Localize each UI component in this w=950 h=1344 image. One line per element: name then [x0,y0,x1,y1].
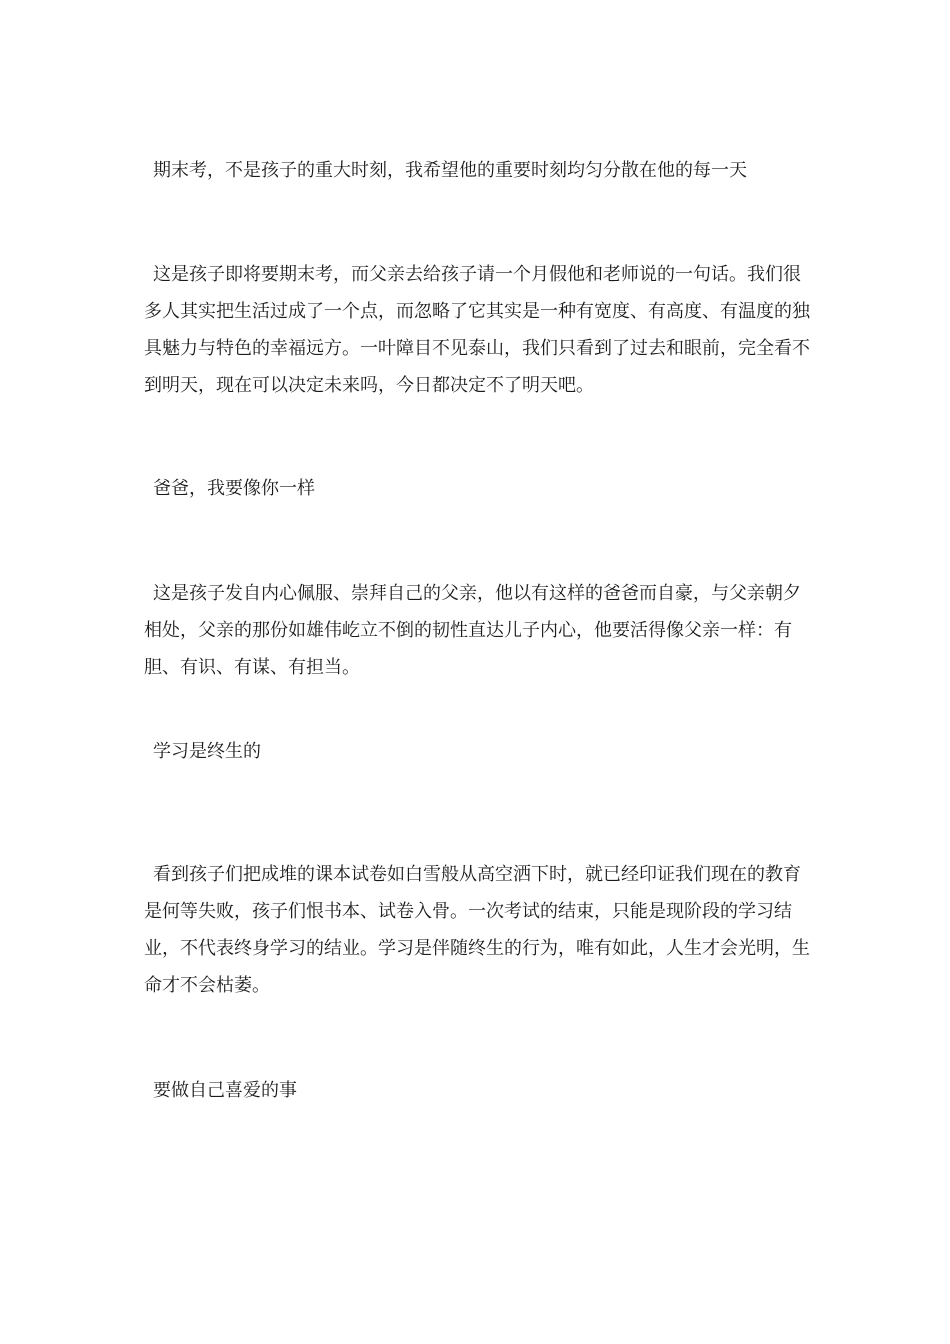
paragraph-body-exam: 这是孩子即将要期末考，而父亲去给孩子请一个月假他和老师说的一句话。我们很多人其实把生活过成了一个点，而忽略了它其实是一种有宽度、有高度、有温度的独具魅力与特色的幸福远方。一叶障目不见泰山，我们只看到了过去和眼前，完全看不到明天，现在可以决定未来吗，今日都决定不了明天吧。 [144,264,810,396]
paragraph-body-learning: 看到孩子们把成堆的课本试卷如白雪般从高空洒下时，就已经印证我们现在的教育是何等失败，孩子们恨书本、试卷入骨。一次考试的结束，只能是现阶段的学习结业，不代表终身学习的结业。学习是伴随终生的行为，唯有如此，人生才会光明，生命才不会枯萎。 [144,864,810,996]
paragraph-heading-exam: 期末考，不是孩子的重大时刻，我希望他的重要时刻均匀分散在他的每一天 [153,160,747,181]
paragraph-body-father: 这是孩子发自内心佩服、崇拜自己的父亲，他以有这样的爸爸而自豪，与父亲朝夕相处，父亲的那份如雄伟屹立不倒的韧性直达儿子内心，他要活得像父亲一样：有胆、有识、有谋、有担当。 [144,583,801,678]
paragraph-heading-passion: 要做自己喜爱的事 [153,1080,297,1101]
paragraph-heading-father: 爸爸，我要像你一样 [153,478,315,499]
paragraph-heading-learning: 学习是终生的 [153,741,261,762]
